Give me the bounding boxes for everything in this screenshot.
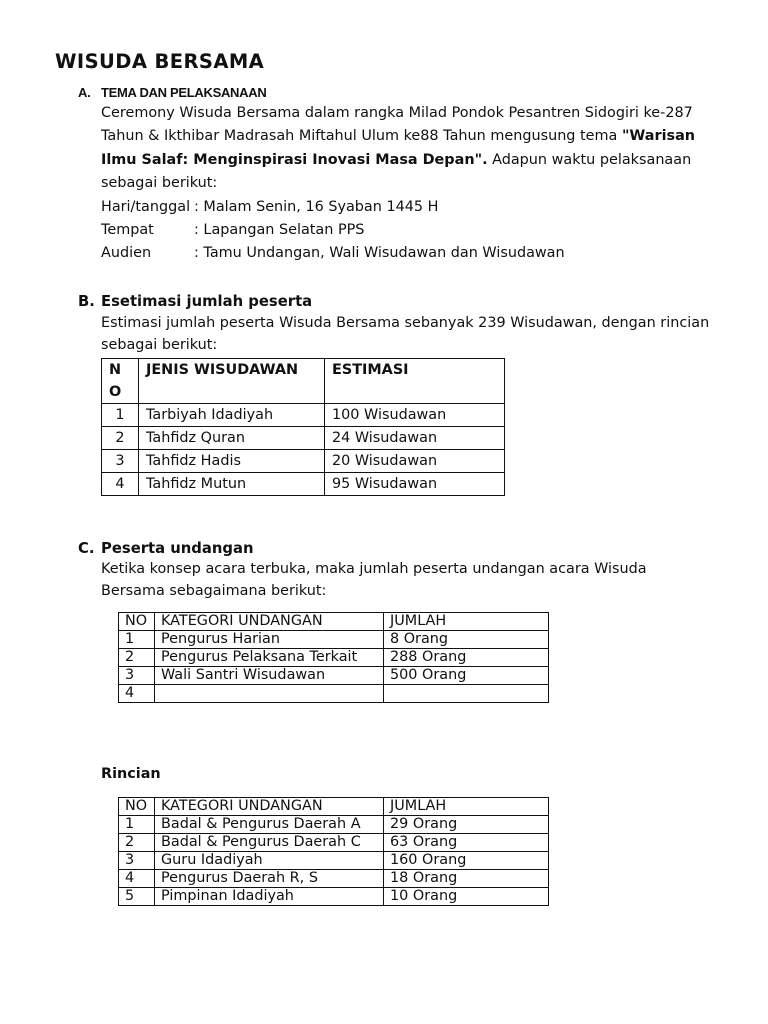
detail-key: Tempat — [101, 222, 154, 238]
detail-value: : Tamu Undangan, Wali Wisudawan dan Wisudawan — [194, 245, 565, 261]
cell-amount: 160 Orang — [384, 852, 549, 870]
section-b-paragraph: Estimasi jumlah peserta Wisuda Bersama sebanyak 239 Wisudawan, dengan rincian sebagai berikut: — [101, 315, 710, 353]
cell-no: 5 — [119, 888, 155, 906]
cell-amount: 29 Orang — [384, 816, 549, 834]
detail-value: : Lapangan Selatan PPS — [194, 222, 365, 238]
cell-amount: 500 Orang — [384, 667, 549, 685]
cell-amount — [384, 685, 549, 703]
cell-category: Guru Idadiyah — [155, 852, 384, 870]
section-c-paragraph: Ketika konsep acara terbuka, maka jumlah peserta undangan acara Wisuda Bersama sebagaimana berikut: — [101, 561, 647, 599]
section-c-heading — [78, 540, 254, 557]
detail-key: Hari/tanggal — [101, 199, 191, 215]
detail-row-date — [101, 197, 438, 217]
document-title: WISUDA BERSAMA — [55, 50, 265, 73]
section-a-theme: "Warisan Ilmu Salaf: Menginspirasi Inovasi Masa Depan". — [101, 128, 696, 168]
section-c-heading-text: Peserta undangan — [101, 540, 254, 557]
table-row — [119, 631, 549, 649]
section-b-heading-text: Esetimasi jumlah peserta — [101, 293, 313, 310]
cell-no: 4 — [102, 473, 139, 496]
section-a-paragraph — [101, 102, 711, 196]
table-row — [119, 870, 549, 888]
cell-estimate: 95 Wisudawan — [325, 473, 505, 496]
rincian-heading: Rincian — [101, 766, 161, 782]
cell-category: Badal & Pengurus Daerah C — [155, 834, 384, 852]
col-header-estimate: ESTIMASI — [325, 359, 505, 404]
cell-no: 2 — [119, 834, 155, 852]
col-header-no: NO — [119, 613, 155, 631]
cell-type: Tarbiyah Idadiyah — [139, 404, 325, 427]
table-row — [119, 834, 549, 852]
cell-category: Wali Santri Wisudawan — [155, 667, 384, 685]
table-row — [119, 816, 549, 834]
table-header-row — [119, 798, 549, 816]
section-a-marker: A. — [78, 85, 91, 100]
table-row — [102, 473, 505, 496]
table-row — [119, 888, 549, 906]
cell-estimate: 100 Wisudawan — [325, 404, 505, 427]
cell-type: Tahfidz Hadis — [139, 450, 325, 473]
cell-type: Tahfidz Quran — [139, 427, 325, 450]
cell-category: Pengurus Pelaksana Terkait — [155, 649, 384, 667]
cell-amount: 288 Orang — [384, 649, 549, 667]
table-row — [102, 427, 505, 450]
cell-category: Badal & Pengurus Daerah A — [155, 816, 384, 834]
cell-amount: 63 Orang — [384, 834, 549, 852]
cell-no: 4 — [119, 870, 155, 888]
detail-value: : Malam Senin, 16 Syaban 1445 H — [194, 199, 439, 215]
table-row — [119, 649, 549, 667]
section-b-marker: B. — [78, 293, 95, 310]
cell-no: 1 — [102, 404, 139, 427]
cell-amount: 10 Orang — [384, 888, 549, 906]
table-header-row — [119, 613, 549, 631]
table-row — [119, 667, 549, 685]
table-row — [119, 685, 549, 703]
cell-no: 1 — [119, 816, 155, 834]
col-header-category: KATEGORI UNDANGAN — [155, 613, 384, 631]
cell-no: 3 — [102, 450, 139, 473]
table-row — [102, 450, 505, 473]
col-header-amount: JUMLAH — [384, 613, 549, 631]
section-a-text-2: Adapun waktu pelaksanaan sebagai berikut: — [101, 151, 692, 192]
table-row — [102, 404, 505, 427]
table-header-row — [102, 359, 505, 404]
cell-no: 4 — [119, 685, 155, 703]
section-c-marker: C. — [78, 540, 95, 557]
cell-no: 2 — [119, 649, 155, 667]
estimation-table — [101, 358, 505, 496]
cell-estimate: 24 Wisudawan — [325, 427, 505, 450]
cell-amount: 18 Orang — [384, 870, 549, 888]
col-header-no: NO — [119, 798, 155, 816]
cell-category: Pengurus Daerah R, S — [155, 870, 384, 888]
section-a-heading — [78, 85, 266, 100]
col-header-amount: JUMLAH — [384, 798, 549, 816]
col-header-category: KATEGORI UNDANGAN — [155, 798, 384, 816]
table-row — [119, 852, 549, 870]
cell-estimate: 20 Wisudawan — [325, 450, 505, 473]
section-a-text-1: Ceremony Wisuda Bersama dalam rangka Milad Pondok Pesantren Sidogiri ke-287 Tahun & Ikthibar Madrasah Miftahul Ulum ke88 Tahun mengusung tema — [101, 105, 693, 145]
cell-no: 3 — [119, 852, 155, 870]
cell-category: Pengurus Harian — [155, 631, 384, 649]
rincian-table — [118, 797, 549, 906]
col-header-type: JENIS WISUDAWAN — [139, 359, 325, 404]
detail-row-place — [101, 220, 364, 240]
section-a-heading-text: TEMA DAN PELAKSANAAN — [101, 85, 267, 100]
cell-no: 2 — [102, 427, 139, 450]
detail-key: Audien — [101, 245, 152, 261]
cell-amount: 8 Orang — [384, 631, 549, 649]
cell-type: Tahfidz Mutun — [139, 473, 325, 496]
cell-category — [155, 685, 384, 703]
col-header-no: NO — [102, 359, 139, 404]
section-b-heading — [78, 293, 312, 310]
cell-category: Pimpinan Idadiyah — [155, 888, 384, 906]
cell-no: 1 — [119, 631, 155, 649]
cell-no: 3 — [119, 667, 155, 685]
invitation-table — [118, 612, 549, 703]
detail-row-audience — [101, 243, 565, 263]
